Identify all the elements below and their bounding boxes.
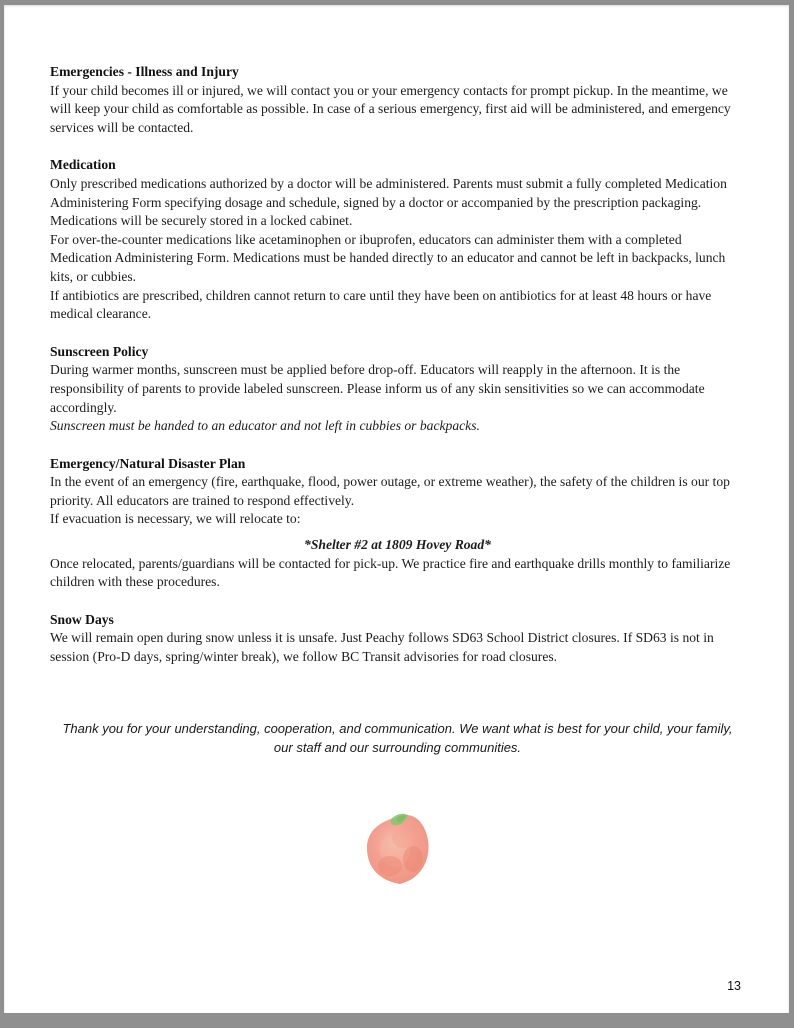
section-paragraph: For over-the-counter medications like acetaminophen or ibuprofen, educators can administer them with a completed Medication Administering Form. Medications must be handed directly to an educator and cannot be left in backpacks, lunch kits, or cubbies. (50, 231, 726, 284)
sunscreen-italic-note: Sunscreen must be handed to an educator and not left in cubbies or backpacks. (50, 418, 480, 434)
peach-icon (358, 804, 438, 892)
section-heading: Medication (50, 157, 116, 173)
section-heading: Snow Days (50, 611, 114, 627)
page-number: 13 (727, 979, 741, 993)
section-paragraph: Only prescribed medications authorized by a doctor will be administered. Parents must submit a fully completed Medication Administering Form specifying dosage and schedule, signed by a doctor or accompanied by the prescription packaging. Medications will be securely stored in a locked cabinet. (50, 175, 727, 229)
page-content (4, 5, 789, 892)
shelter-location-line: *Shelter #2 at 1809 Hovey Road* (304, 537, 491, 553)
section-emergencies-illness-injury (50, 63, 745, 137)
section-paragraph: We will remain open during snow unless it is unsafe. Just Peachy follows SD63 School District closures. If SD63 is not in session (Pro-D days, spring/winter break), we follow BC Transit advisories for road closures. (50, 630, 714, 665)
section-emergency-disaster-plan (50, 455, 745, 592)
section-paragraph: During warmer months, sunscreen must be applied before drop-off. Educators will reapply in the afternoon. It is the responsibility of parents to provide labeled sunscreen. Please inform us of any skin sensitivities so we can accommodate accordingly. (50, 362, 705, 415)
section-heading: Sunscreen Policy (50, 343, 149, 359)
peach-illustration-container (50, 804, 745, 892)
section-snow-days (50, 611, 745, 667)
section-paragraph: In the event of an emergency (fire, earthquake, flood, power outage, or extreme weather), the safety of the children is our top priority. All educators are trained to respond effectively. (50, 474, 730, 508)
document-page (4, 5, 789, 1013)
closing-thank-you-note: Thank you for your understanding, cooperation, and communication. We want what is best for your child, your family, our staff and our surrounding communities. (62, 720, 733, 755)
section-paragraph: If your child becomes ill or injured, we will contact you or your emergency contacts for prompt pickup. In the meantime, we will keep your child as comfortable as possible. In case of a serious emergency, first aid will be administered, and emergency services will be contacted. (50, 82, 731, 135)
section-paragraph: If antibiotics are prescribed, children cannot return to care until they have been on antibiotics for at least 48 hours or have medical clearance. (50, 287, 712, 322)
section-sunscreen-policy (50, 343, 745, 436)
section-heading: Emergencies - Illness and Injury (50, 64, 239, 79)
section-medication (50, 156, 745, 323)
section-paragraph: If evacuation is necessary, we will relocate to: (50, 511, 301, 527)
section-paragraph: Once relocated, parents/guardians will be contacted for pick-up. We practice fire and earthquake drills monthly to familiarize children with these procedures. (50, 555, 731, 590)
section-heading: Emergency/Natural Disaster Plan (50, 455, 246, 471)
